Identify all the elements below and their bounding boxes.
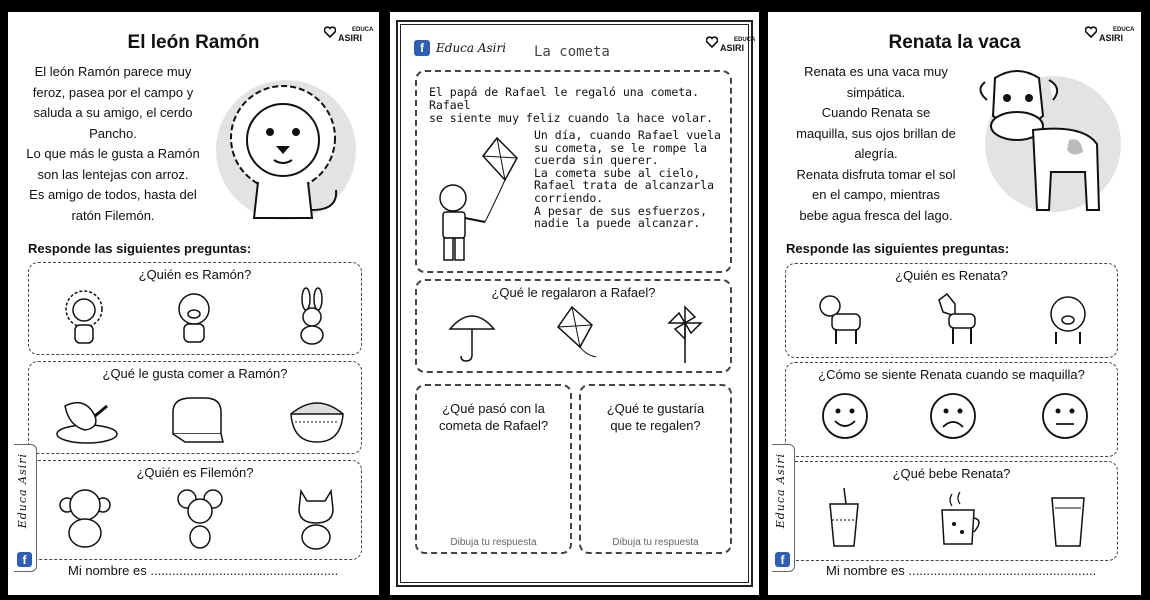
story-line: nadie la puede alcanzar. <box>534 216 701 231</box>
story-line: cuerda sin querer. <box>534 153 659 168</box>
question-box-1 <box>28 262 362 355</box>
happy-face-icon[interactable] <box>820 391 870 441</box>
story-line: alegría. <box>854 146 898 161</box>
umbrella-icon[interactable] <box>447 307 497 363</box>
brand-side-tab <box>14 444 37 572</box>
pinwheel-icon[interactable] <box>665 305 705 365</box>
story-line: El papá de Rafael le regaló una cometa. Rafael <box>429 85 700 112</box>
question-line: que te regalen? <box>610 418 701 433</box>
worksheet-leon-ramon <box>8 12 379 595</box>
bread-icon[interactable] <box>165 386 229 446</box>
story-line: feroz, pasea por el campo y <box>32 84 194 100</box>
brand-logo <box>720 36 755 52</box>
hot-cocoa-icon[interactable] <box>936 490 986 550</box>
story-line: maquilla, sus ojos brillan de <box>796 125 956 141</box>
story-line: Pancho. <box>89 125 137 141</box>
cow-icon[interactable] <box>816 290 866 348</box>
question-box-1 <box>415 279 732 373</box>
question-box-3 <box>28 460 362 560</box>
facebook-icon[interactable]: f <box>775 552 790 567</box>
name-line: Mi nombre es .................................................... <box>826 563 1097 578</box>
mouse-icon[interactable] <box>175 485 225 551</box>
question-2: ¿Qué le gusta comer a Ramón? <box>102 366 288 381</box>
heart-logo-icon <box>1085 26 1097 38</box>
monkey-icon[interactable] <box>57 485 113 551</box>
page-title: El león Ramón <box>127 32 260 53</box>
brand-side-text: Educa Asiri <box>774 453 787 529</box>
questions-heading: Responde las siguientes preguntas: <box>28 241 252 256</box>
pig-icon[interactable] <box>1044 290 1094 348</box>
draw-answer-hint: Dibuja tu respuesta <box>450 537 537 548</box>
heart-logo-icon <box>706 36 718 48</box>
story-line: Rafael trata de alcanzarla <box>534 178 715 193</box>
question-line: ¿Qué te gustaría <box>606 401 705 416</box>
story-line: El león Ramón parece muy <box>34 64 192 79</box>
question-line: ¿Qué pasó con la <box>442 401 545 416</box>
brand-bottom-text: ASIRI <box>720 43 745 53</box>
question-line: cometa de Rafael? <box>438 418 549 433</box>
brand-logo <box>1099 26 1134 42</box>
page-title: Renata la vaca <box>888 32 1021 53</box>
rabbit-icon[interactable] <box>287 287 337 347</box>
story-line: Lo que más le gusta a Ramón <box>26 146 200 161</box>
cat-icon[interactable] <box>291 485 341 551</box>
facebook-icon[interactable]: f <box>414 40 430 56</box>
horse-icon[interactable] <box>931 290 981 348</box>
question-3 <box>581 400 730 434</box>
question-box-1 <box>785 263 1118 358</box>
brand-side-text: Educa Asiri <box>16 453 29 529</box>
story-line: Renata es una vaca muy <box>804 64 948 79</box>
story-line: La cometa sube al cielo, <box>534 165 701 180</box>
brand-top-text: EDUCA <box>352 27 374 33</box>
story-line: su cometa, se le rompe la <box>534 140 708 155</box>
brand-top-text: EDUCA <box>734 37 756 43</box>
question-box-3 <box>785 461 1118 561</box>
brand-bottom-text: ASIRI <box>1099 33 1124 43</box>
cow-illustration <box>973 60 1123 230</box>
sad-face-icon[interactable] <box>928 391 978 441</box>
story-line: bebe agua fresca del lago. <box>799 207 953 223</box>
story-line: se siente muy feliz cuando la hace volar. <box>429 111 713 125</box>
smoothie-cup-icon[interactable] <box>826 486 862 550</box>
question-1: ¿Qué le regalaron a Rafael? <box>491 285 656 300</box>
name-line: Mi nombre es .................................................... <box>68 563 339 578</box>
questions-heading: Responde las siguientes preguntas: <box>786 241 1010 256</box>
story-line: Cuando Renata se <box>821 105 931 120</box>
question-box-2 <box>28 361 362 454</box>
water-glass-icon[interactable] <box>1048 494 1088 550</box>
question-2 <box>417 400 570 434</box>
story-line: simpática. <box>846 84 906 100</box>
story-line: Renata disfruta tomar el sol <box>796 166 956 182</box>
story-intro <box>429 86 729 125</box>
question-box-2 <box>785 362 1118 457</box>
rice-bowl-icon[interactable] <box>285 386 349 446</box>
worksheet-renata-la-vaca <box>768 12 1141 595</box>
question-3: ¿Quién es Filemón? <box>136 465 254 480</box>
story-line: en el campo, mientras <box>812 187 940 202</box>
lion-illustration <box>208 70 358 225</box>
heart-logo-icon <box>324 26 336 38</box>
question-box-3 <box>579 384 732 554</box>
page-title: La cometa <box>534 44 610 60</box>
story-line: corriendo. <box>534 190 604 205</box>
story-line: son las lentejas con arroz. <box>37 166 189 182</box>
neutral-face-icon[interactable] <box>1040 391 1090 441</box>
question-box-2 <box>415 384 572 554</box>
facebook-icon[interactable]: f <box>17 552 32 567</box>
story-line: A pesar de sus esfuerzos, <box>534 203 708 218</box>
brand-top-text: EDUCA <box>1113 27 1135 33</box>
boy-with-kite-illustration <box>425 132 531 268</box>
story-body <box>534 129 724 230</box>
pig-icon[interactable] <box>169 287 219 347</box>
brand-side-tab <box>772 444 795 572</box>
story-line: Es amigo de todos, hasta del <box>29 187 197 202</box>
brand-logo <box>338 26 373 42</box>
question-3: ¿Qué bebe Renata? <box>892 466 1011 481</box>
story-text <box>18 62 208 226</box>
question-2: ¿Cómo se siente Renata cuando se maquilla? <box>818 367 1085 382</box>
chicken-leg-icon[interactable] <box>55 386 119 446</box>
story-line: ratón Filemón. <box>71 207 155 223</box>
worksheet-la-cometa <box>390 12 759 595</box>
question-1: ¿Quién es Ramón? <box>138 267 252 282</box>
story-line: Un día, cuando Rafael vuela <box>534 128 721 142</box>
story-text <box>776 62 976 226</box>
lion-icon[interactable] <box>59 287 109 347</box>
question-1: ¿Quién es Renata? <box>895 268 1008 283</box>
draw-answer-hint: Dibuja tu respuesta <box>612 537 699 548</box>
kite-icon[interactable] <box>552 305 602 365</box>
brand-handwriting: Educa Asiri <box>436 41 507 55</box>
brand-bottom-text: ASIRI <box>338 33 363 43</box>
story-box <box>415 70 732 273</box>
story-line: saluda a su amigo, el cerdo <box>33 105 193 120</box>
